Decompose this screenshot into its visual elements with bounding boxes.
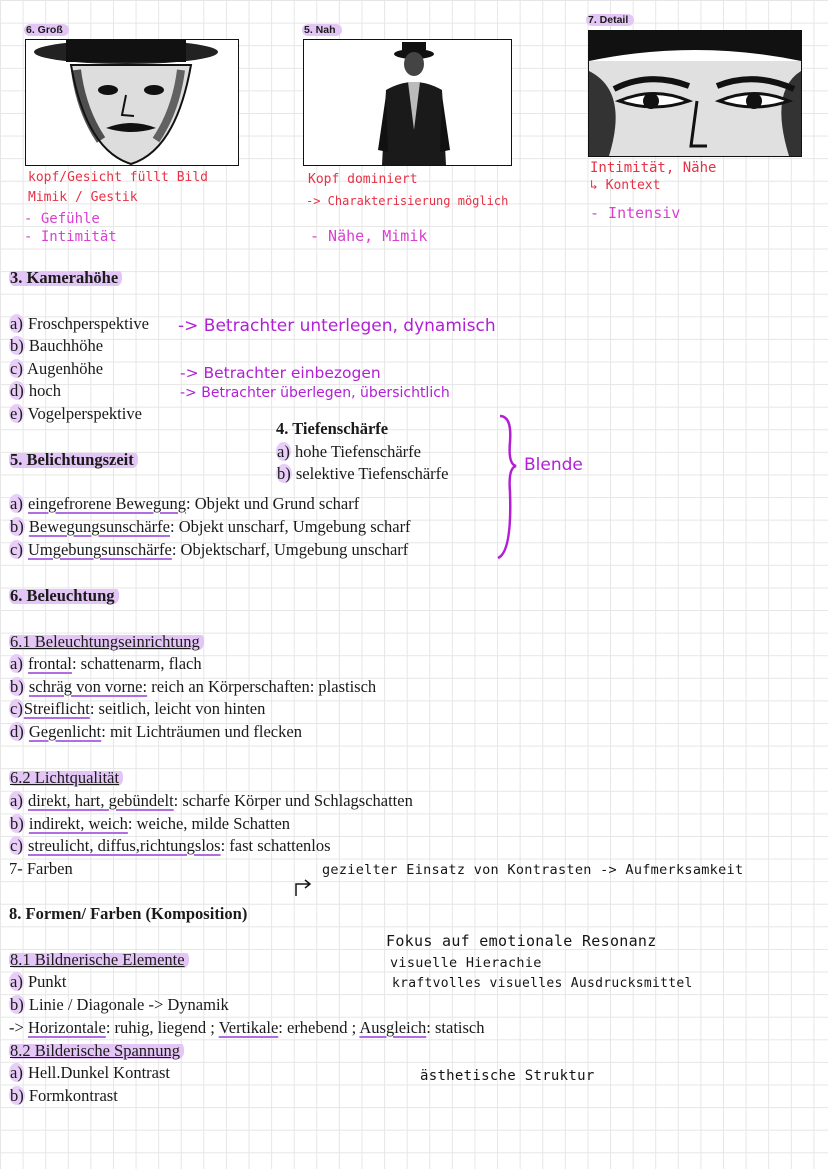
note-gross-1: kopf/Gesicht füllt Bild <box>28 170 209 185</box>
heading-beleuchtungseinrichtung: 6.1 Beleuchtungseinrichtung <box>9 632 204 652</box>
kamerahoehe-item-b: b) Bauchhöhe <box>10 336 104 355</box>
man-with-hat-face-drawing <box>26 40 238 165</box>
man-in-suit-drawing <box>304 40 511 165</box>
closeup-image <box>25 39 239 166</box>
belichtung-item-a: a) eingefrorene Bewegung: Objekt und Grund scharf <box>10 494 360 513</box>
heading-bilderische-spannung: 8.2 Bilderische Spannung <box>9 1041 184 1061</box>
heading-tiefenschaerfe: 4. Tiefenschärfe <box>276 419 389 438</box>
shot-label-gross: 6. Groß <box>24 24 69 36</box>
licht-item-a: a) direkt, hart, gebündelt: scharfe Körper und Schlagschatten <box>10 791 413 810</box>
detail-shot-image <box>588 30 802 157</box>
formen-line-horizontale: -> Horizontale: ruhig, liegend ; Vertikale: erhebend ; Ausgleich: statisch <box>9 1018 485 1037</box>
note-formen-1: Fokus auf emotionale Resonanz <box>386 932 657 950</box>
kamerahoehe-item-c: c) Augenhöhe <box>10 359 104 378</box>
heading-bildnerische-elemente: 8.1 Bildnerische Elemente <box>9 950 189 970</box>
belichtung-item-b: b) Bewegungsunschärfe: Objekt unscharf, Umgebung scharf <box>10 517 411 536</box>
kamerahoehe-item-d: d) hoch <box>10 381 61 400</box>
beleuchtung-item-d: d) Gegenlicht: mit Lichträumen und flecken <box>10 722 302 741</box>
note-nah-3: - Nähe, Mimik <box>310 227 428 245</box>
formen-item-a: a) Punkt <box>10 972 67 991</box>
spannung-item-b: b) Formkontrast <box>10 1086 118 1105</box>
kamerahoehe-item-a: a) Froschperspektive <box>10 314 149 333</box>
note-vogelperspektive: -> Betrachter überlegen, übersichtlich <box>180 385 450 401</box>
note-farben: gezielter Einsatz von Kontrasten -> Aufmerksamkeit <box>322 862 744 878</box>
heading-belichtungszeit: 5. Belichtungszeit <box>9 450 138 470</box>
shot-label-nah: 5. Nah <box>302 24 342 36</box>
note-gross-2: Mimik / Gestik <box>28 190 138 205</box>
medium-shot-image <box>303 39 512 166</box>
note-detail-2: ↳ Kontext <box>590 178 661 193</box>
licht-item-b: b) indirekt, weich: weiche, milde Schatten <box>10 814 291 833</box>
note-gross-3: - Gefühle <box>24 211 100 227</box>
licht-item-c: c) streulicht, diffus,richtungslos: fast schattenlos <box>10 836 331 855</box>
beleuchtung-item-c: c)Streiflicht: seitlich, leicht von hinten <box>10 699 266 718</box>
note-nah-2: -> Charakterisierung möglich <box>306 194 509 208</box>
spannung-item-a: a) Hell.Dunkel Kontrast <box>10 1063 171 1082</box>
farben-line: 7- Farben <box>9 859 73 878</box>
beleuchtung-item-a: a) frontal: schattenarm, flach <box>10 654 202 673</box>
note-froschperspektive: -> Betrachter unterlegen, dynamisch <box>178 316 496 336</box>
tiefenschaerfe-item-b: b) selektive Tiefenschärfe <box>277 464 449 483</box>
note-augenhoehe: -> Betrachter einbezogen <box>180 364 381 382</box>
heading-beleuchtung: 6. Beleuchtung <box>9 586 119 606</box>
note-aesthetische-struktur: ästhetische Struktur <box>420 1068 595 1084</box>
eyes-closeup-drawing <box>589 31 801 156</box>
note-detail-1: Intimität, Nähe <box>590 160 717 176</box>
tiefenschaerfe-item-a: a) hohe Tiefenschärfe <box>277 442 421 461</box>
arrow-up-right-icon <box>292 878 316 898</box>
note-formen-2: visuelle Hierachie <box>390 955 542 971</box>
curly-brace-icon <box>494 412 524 562</box>
shot-label-detail: 7. Detail <box>586 14 634 26</box>
beleuchtung-item-b: b) schräg von vorne: reich an Körperschaften: plastisch <box>10 677 377 696</box>
formen-item-b: b) Linie / Diagonale -> Dynamik <box>10 995 229 1014</box>
note-gross-4: - Intimität <box>24 229 117 245</box>
note-nah-1: Kopf dominiert <box>308 172 418 187</box>
kamerahoehe-item-e: e) Vogelperspektive <box>10 404 142 423</box>
note-blende: Blende <box>524 455 583 475</box>
heading-lichtqualitaet: 6.2 Lichtqualität <box>9 768 123 788</box>
heading-kamerahoehe: 3. Kamerahöhe <box>9 268 122 288</box>
belichtung-item-c: c) Umgebungsunschärfe: Objektscharf, Umgebung unscharf <box>10 540 409 559</box>
note-detail-3: - Intensiv <box>590 204 681 222</box>
heading-formen-farben: 8. Formen/ Farben (Komposition) <box>9 904 248 923</box>
note-formen-3: kraftvolles visuelles Ausdrucksmittel <box>392 976 693 991</box>
